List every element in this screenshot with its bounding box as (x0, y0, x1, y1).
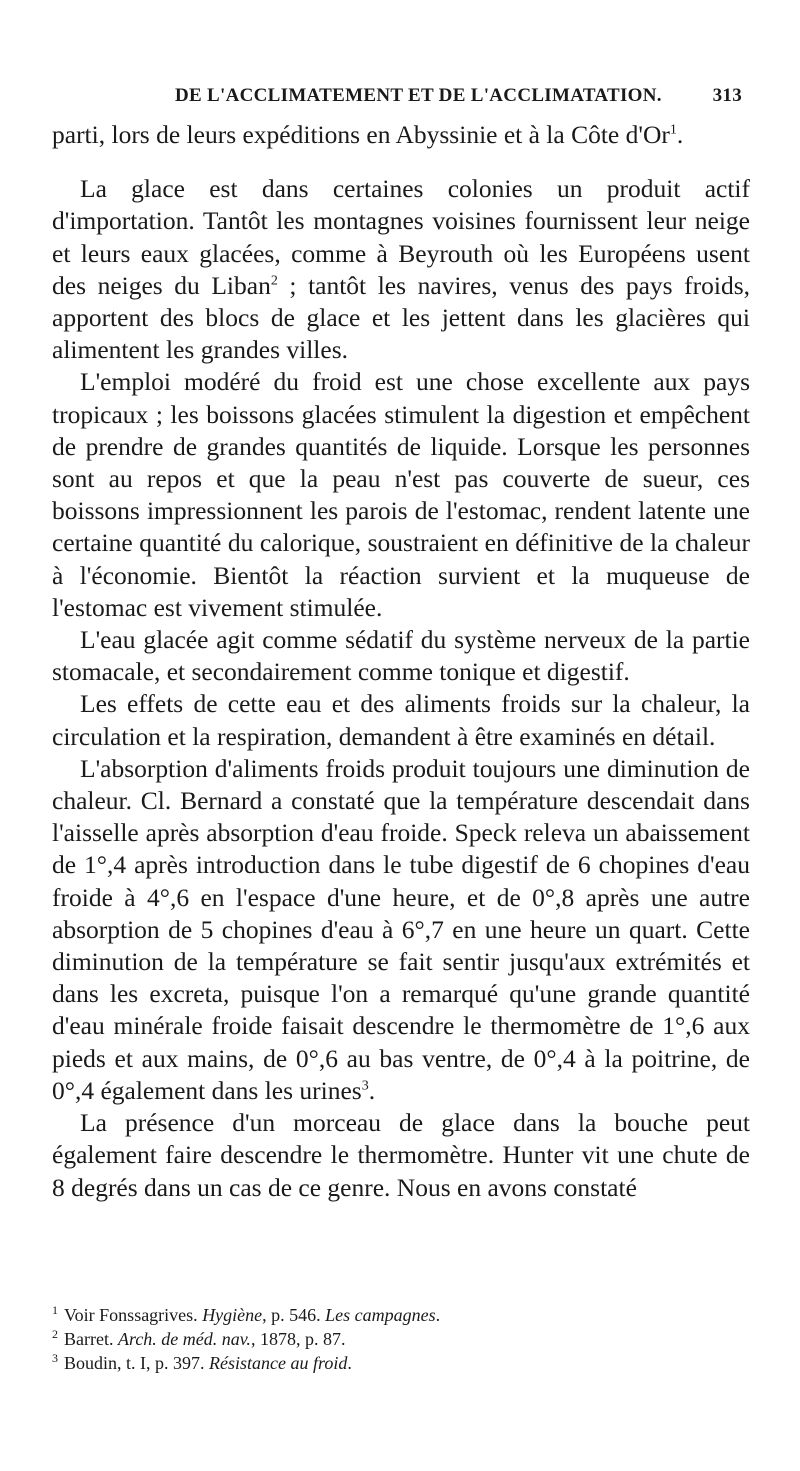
footnote-text: , p. 546. (262, 1305, 326, 1325)
paragraph-absorption (52, 753, 750, 1107)
paragraph-ice-import (52, 173, 750, 366)
body-text (52, 119, 750, 1204)
paragraph-text: parti, lors de leurs expéditions en Abyssinie et à la Côte d'Or (52, 120, 670, 149)
footnote-title: Résistance au froid (209, 1353, 348, 1373)
footnote-text: Barret. (64, 1329, 118, 1349)
paragraph-text: L'absorption d'aliments froids produit toujours une diminution de chaleur. Cl. Bernard a constaté que la température descendait dans l'aisselle après absorption d'eau froide. Speck releva un abaissement de 1°,4 après introduction dans le tube digestif de 6 chopines d'eau froide à 4°,6 en l'espace d'une heure, et de 0°,8 après une autre absorption de 5 chopines d'eau à 6°,7 en une heure un quart. Cette diminution de la température se fait sentir jusqu'aux extrémités et dans les excreta, puisque l'on a remarqué qu'une grande quantité d'eau minérale froide faisait descendre le thermomètre de 1°,6 aux pieds et aux mains, de 0°,6 au bas ventre, de 0°,4 à la poitrine, de 0°,4 également dans les urines (52, 753, 750, 1105)
running-head (52, 85, 750, 119)
paragraph-tail: . (368, 1075, 376, 1105)
footnote-text: . (347, 1353, 352, 1373)
running-title: DE L'ACCLIMATEMENT ET DE L'ACCLIMATATION. (175, 85, 662, 106)
paragraph-effects: Les effets de cette eau et des aliments froids sur la chaleur, la circulation et la respiration, demandent à être examinés en détail. (52, 689, 750, 751)
paragraph-tail: . (676, 120, 684, 149)
paragraph-text: La glace est dans certaines colonies un produit actif d'importation. Tantôt les montagnes voisines fournissent leur neige et leurs eaux glacées, comme à Beyrouth où les Européens usent des neiges du Liban (52, 174, 750, 300)
footnote-text: . (435, 1305, 441, 1325)
footnote (52, 1303, 750, 1327)
footnote-mark: 1 (52, 1303, 58, 1317)
footnote-text: Boudin, t. I, p. 397. (64, 1353, 210, 1373)
footnote-mark: 2 (52, 1327, 58, 1341)
footnote-mark: 3 (52, 1351, 58, 1365)
paragraph-cold-use: L'emploi modéré du froid est une chose excellente aux pays tropicaux ; les boissons glacées stimulent la digestion et empêchent de prendre de grandes quantités de liquide. Lorsque les personnes sont au repos et que la peau n'est pas couverte de sueur, ces boissons impressionnent les parois de l'estomac, rendent latente une certaine quantité du calorique, soustraient en définitive de la chaleur à l'économie. Bientôt la réaction survient et la muqueuse de l'estomac est vivement stimulée. (52, 367, 750, 622)
footnote-reference: 1 (669, 122, 677, 138)
footnote-text: Voir Fonssagrives. (64, 1305, 203, 1325)
paragraph-continued (52, 119, 750, 151)
footnotes (52, 1303, 750, 1375)
footnote-reference: 3 (361, 1078, 369, 1094)
paragraph-iced-water: L'eau glacée agit comme sédatif du système nerveux de la partie stomacale, et secondairement comme tonique et digestif. (52, 625, 750, 687)
footnote-text: , 1878, p. 87. (250, 1329, 346, 1349)
paragraph-ice-mouth: La présence d'un morceau de glace dans la bouche peut également faire descendre le thermomètre. Hunter vit une chute de 8 degrés dans un cas de ce genre. Nous en avons constaté (52, 1108, 750, 1202)
footnote-title: Arch. de méd. nav. (117, 1329, 251, 1349)
footnote-reference: 2 (270, 273, 278, 289)
footnote (52, 1327, 750, 1351)
footnote (52, 1351, 750, 1375)
page-number: 313 (712, 85, 742, 106)
paragraph-text: ; tantôt les navires, venus des pays froids, apportent des blocs de glace et les jettent dans les glacières qui alimentent les grandes villes. (52, 270, 750, 365)
footnote-title: Hygiène (202, 1305, 263, 1325)
footnote-title: Les campagnes (325, 1305, 436, 1325)
